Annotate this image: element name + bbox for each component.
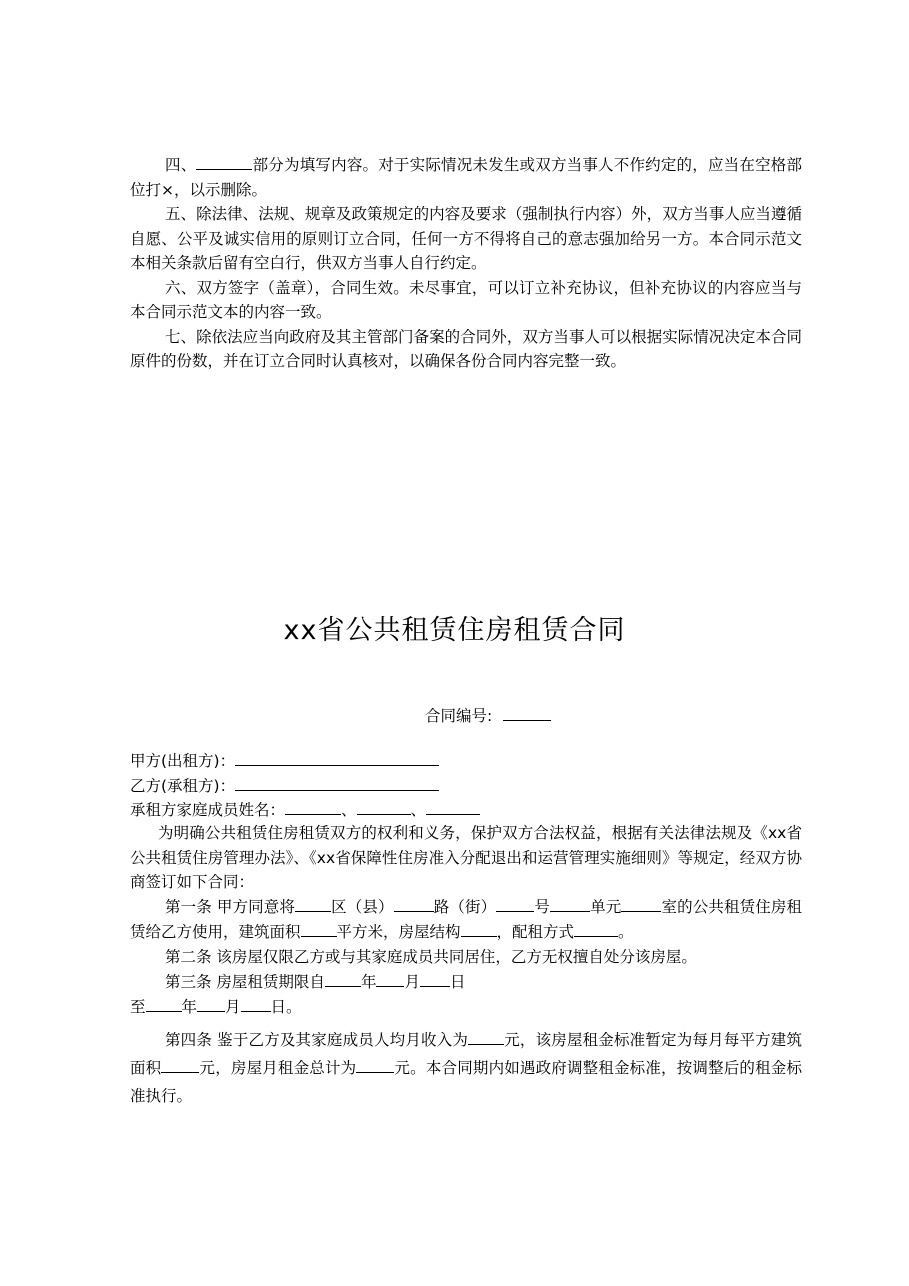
contract-number <box>425 704 551 727</box>
contract-number-blank <box>503 704 551 721</box>
contract-title: xx省公共租赁住房租赁合同 <box>283 615 626 646</box>
monthly-rent-blank <box>356 1056 394 1073</box>
family-member-blank-3 <box>426 798 480 815</box>
article-1-text: ，配租方式 <box>496 922 575 941</box>
preamble: 为明确公共租赁住房租赁双方的权利和义务，保护双方合法权益，根据有关法律法规及《xx省公共租赁住房管理办法》、《xx省保障性住房准入分配退出和运营管理实施细则》等规定，经双方协商签订如下合同： <box>130 824 802 891</box>
note-4-blank <box>196 153 252 170</box>
end-month-blank <box>197 995 225 1012</box>
article-3-text: 第三条 房屋租赁期限自 <box>165 972 325 991</box>
party-b-blank <box>235 774 439 791</box>
article-1-text: 单元 <box>589 897 622 916</box>
note-6: 六、双方签字（盖章），合同生效。未尽事宜，可以订立补充协议，但补充协议的内容应当与本合同示范文本的内容一致。 <box>130 278 802 321</box>
end-day-blank <box>241 995 271 1012</box>
start-month-blank <box>376 970 404 987</box>
start-day-blank <box>420 970 450 987</box>
article-3-end <box>130 995 802 1020</box>
article-1-text: 区（县） <box>331 897 394 916</box>
article-4-text: 元。本合同期内如遇政府调整租金标准，按调整后的租金标准执行。 <box>130 1058 802 1105</box>
contract-body <box>130 821 802 1110</box>
separator: 、 <box>341 801 357 819</box>
family-member-blank-2 <box>357 798 411 815</box>
notes-section <box>130 153 802 374</box>
article-1 <box>130 895 802 945</box>
year-label: 年 <box>181 997 198 1016</box>
area-blank <box>301 920 337 937</box>
article-4-text: 元，房屋月租金总计为 <box>199 1058 357 1077</box>
article-1-text: 室的公共租赁住房租赁给乙方使用，建筑面积 <box>130 897 802 941</box>
year-label: 年 <box>360 972 377 991</box>
month-label: 月 <box>225 997 241 1016</box>
allocation-blank <box>574 920 618 937</box>
separator: 、 <box>410 801 427 819</box>
article-4-text: 元，该房屋租金标准暂定为每月每平方建筑面积 <box>130 1030 802 1077</box>
structure-blank <box>461 920 497 937</box>
number-blank <box>496 895 534 912</box>
article-1-text: 平方米，房屋结构 <box>336 922 461 941</box>
party-a-line <box>130 749 802 774</box>
income-blank <box>468 1028 504 1045</box>
day-label: 日。 <box>270 997 302 1016</box>
party-b-label: 乙方(承租方)： <box>130 776 236 795</box>
family-member-blank-1 <box>285 798 341 815</box>
article-4-text: 第四条 鉴于乙方及其家庭成员人均月收入为 <box>165 1030 469 1049</box>
end-year-blank <box>146 995 182 1012</box>
contract-number-label: 合同编号: <box>425 707 493 725</box>
party-b-line <box>130 774 802 799</box>
party-a-label: 甲方(出租方)： <box>130 752 236 770</box>
note-4-text: 部分为填写内容。对于实际情况未发生或双方当事人不作约定的，应当在空格部位打×，以示删除。 <box>130 156 802 199</box>
article-4 <box>130 1026 802 1110</box>
family-members-line <box>130 798 802 823</box>
article-1-text: 。 <box>618 922 634 941</box>
family-members-label: 承租方家庭成员姓名： <box>130 801 286 819</box>
month-label: 月 <box>404 972 420 991</box>
article-1-text: 路（街） <box>433 897 497 916</box>
parties-section <box>130 749 802 823</box>
note-5: 五、除法律、法规、规章及政策规定的内容及要求（强制执行内容）外，双方当事人应当遵循自愿、公平及诚实信用的原则订立合同，任何一方不得将自己的意志强加给另一方。本合同示范文本相关条款后留有空白行，供双方当事人自行约定。 <box>130 205 802 272</box>
room-blank <box>621 895 661 912</box>
road-blank <box>394 895 434 912</box>
note-4-prefix: 四、 <box>165 156 197 174</box>
district-blank <box>295 895 331 912</box>
day-label: 日 <box>449 972 466 991</box>
note-4 <box>130 153 802 202</box>
article-2: 第二条 该房屋仅限乙方或与其家庭成员共同居住，乙方无权擅自处分该房屋。 <box>165 947 697 966</box>
note-7: 七、除依法应当向政府及其主管部门备案的合同外，双方当事人可以根据实际情况决定本合同原件的份数，并在订立合同时认真核对，以确保各份合同内容完整一致。 <box>130 327 802 370</box>
article-3 <box>130 970 802 995</box>
article-1-text: 号 <box>534 897 550 916</box>
rent-rate-blank <box>161 1056 199 1073</box>
start-year-blank <box>325 970 361 987</box>
article-1-text: 第一条 甲方同意将 <box>165 897 296 916</box>
to-label: 至 <box>130 997 146 1016</box>
party-a-blank <box>235 749 439 766</box>
unit-blank <box>550 895 590 912</box>
